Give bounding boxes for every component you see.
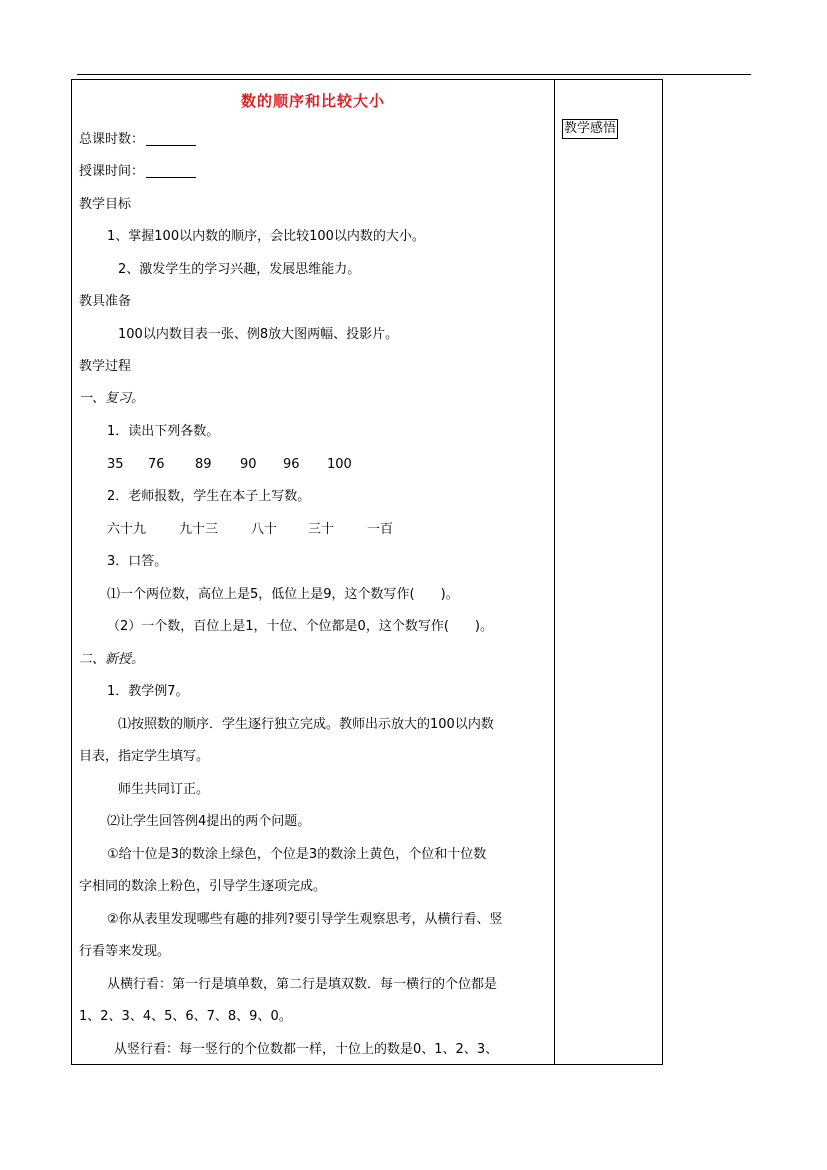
chinese-number-item: 六十九	[107, 522, 147, 537]
class-time-blank	[146, 163, 196, 178]
goals-heading: 教学目标	[79, 197, 132, 212]
paragraph: 1、2、3、4、5、6、7、8、9、0。	[79, 1009, 292, 1024]
tools-text: 100以内数目表一张、例8放大图两幅、投影片。	[118, 327, 399, 342]
total-hours-label: 总课时数：	[79, 132, 145, 147]
reflection-label: 教学感悟	[562, 119, 618, 139]
paragraph: ①给十位是3的数涂上绿色，个位是3的数涂上黄色，个位和十位数	[107, 847, 487, 862]
paragraph: 目表，指定学生填写。	[79, 749, 210, 764]
review-a1: ⑴一个两位数，高位上是5，低位上是9，这个数写作( )。	[107, 587, 459, 602]
class-time-label: 授课时间：	[79, 164, 145, 179]
chinese-number-item: 九十三	[179, 522, 219, 537]
reflection-cell	[555, 80, 662, 1064]
new-lesson-heading: 二、新授。	[79, 652, 145, 667]
number-item: 96	[283, 457, 300, 472]
lesson-content-cell	[72, 80, 554, 1064]
example-heading: 1．教学例7。	[107, 684, 189, 699]
number-item: 100	[327, 457, 352, 472]
total-hours-blank	[146, 131, 196, 146]
chinese-number-list	[107, 520, 393, 540]
total-hours-line	[79, 130, 196, 150]
paragraph: ⑴按照数的顺序．学生逐行独立完成。教师出示放大的100以内数	[118, 717, 494, 732]
paragraph: 字相同的数涂上粉色，引导学生逐项完成。	[79, 879, 327, 894]
paragraph: ②你从表里发现哪些有趣的排列?要引导学生观察思考，从横行看、竖	[107, 912, 503, 927]
paragraph: ⑵让学生回答例4提出的两个问题。	[107, 814, 311, 829]
class-time-line	[79, 162, 196, 182]
number-item: 89	[195, 457, 212, 472]
chinese-number-item: 一百	[367, 522, 394, 537]
review-q1: 1．读出下列各数。	[107, 424, 220, 439]
paragraph: 从横行看：第一行是填单数，第二行是填双数．每一横行的个位都是	[107, 977, 498, 992]
review-q3: 3．口答。	[107, 554, 168, 569]
review-a2: （2）一个数，百位上是1，十位、个位都是0，这个数写作( )。	[107, 619, 493, 634]
goal-item: 2、激发学生的学习兴趣，发展思维能力。	[118, 262, 361, 277]
number-item: 76	[148, 457, 165, 472]
goal-item: 1、掌握100以内数的顺序，会比较100以内数的大小。	[107, 229, 425, 244]
number-list	[107, 455, 352, 475]
paragraph: 从竖行看：每一竖行的个位数都一样，十位上的数是0、1、2、3、	[114, 1042, 499, 1057]
page-title: 数的顺序和比较大小	[240, 92, 385, 110]
process-heading: 教学过程	[79, 359, 132, 374]
tools-heading: 教具准备	[79, 294, 132, 309]
number-item: 90	[240, 457, 257, 472]
chinese-number-item: 三十	[308, 522, 335, 537]
review-q2: 2．老师报数，学生在本子上写数。	[107, 489, 311, 504]
paragraph: 师生共同订正。	[118, 782, 210, 797]
number-item: 35	[107, 457, 124, 472]
chinese-number-item: 八十	[251, 522, 278, 537]
header-rule	[77, 74, 751, 75]
review-heading: 一、复习。	[79, 391, 145, 406]
paragraph: 行看等来发现。	[79, 944, 171, 959]
